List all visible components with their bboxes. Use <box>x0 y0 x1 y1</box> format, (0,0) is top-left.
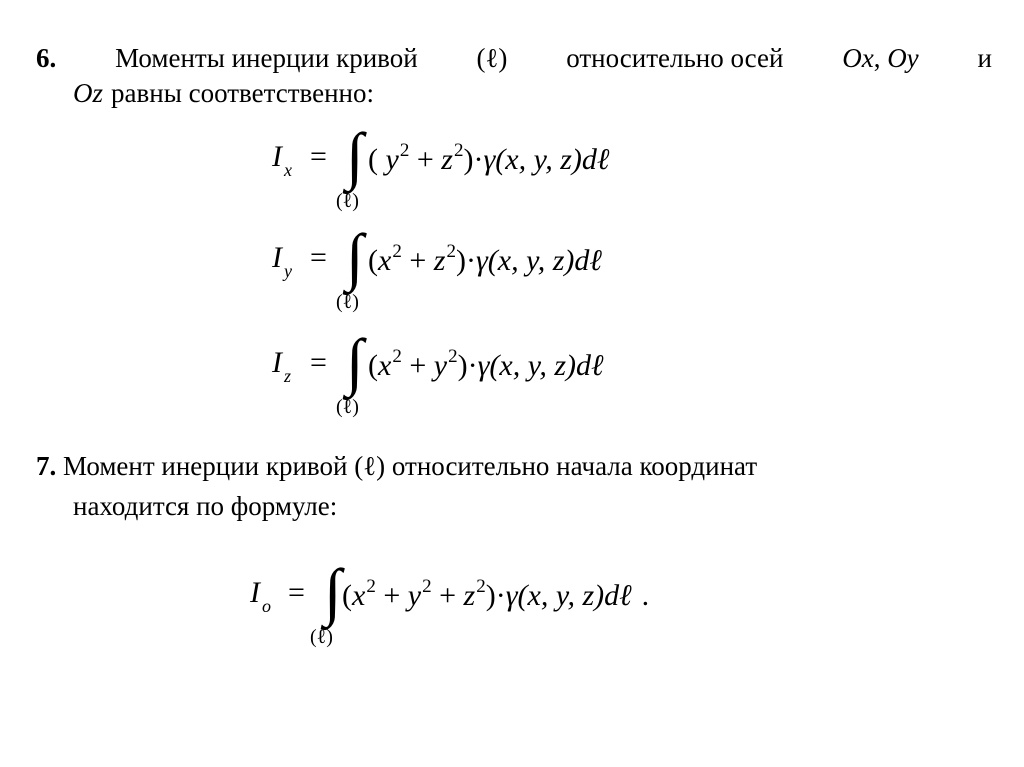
integrand: $(x^2 + z^2)\cdot\gamma(x$, y, z)dℓ <box>368 241 602 277</box>
integration-domain: (ℓ) <box>336 190 359 212</box>
item6-relative: относительно осей <box>566 43 784 73</box>
item7-line1 <box>36 446 757 486</box>
item6-and: и <box>977 43 992 73</box>
axis-oz: Oz <box>73 78 104 108</box>
item7-words: Момент инерции кривой <box>63 451 348 481</box>
integration-domain: (ℓ) <box>336 396 359 418</box>
item7-curve: (ℓ) <box>354 451 386 481</box>
item6-rest: равны соответственно: <box>111 78 374 108</box>
equals-sign: = <box>288 576 305 609</box>
integrand: $(x^2 + y^2)\cdot\gamma(x$, y, z)dℓ <box>368 346 604 382</box>
integration-domain: (ℓ) <box>336 291 359 313</box>
equals-sign: = <box>310 346 327 379</box>
formula-lhs: I $_z$ <box>272 346 292 386</box>
item7-number: 7. <box>36 451 57 481</box>
item6-curve: (ℓ) <box>476 43 508 73</box>
integral-sign: ∫ <box>346 326 364 397</box>
integrand: $(x^2 + y^2 + z^2)\cdot\gamma(x$, y, z)dℓ . <box>342 576 650 612</box>
item6-line2 <box>73 73 374 113</box>
formula-lhs: I $_x$ <box>272 140 292 180</box>
item6-axes: Ox, Oy <box>842 43 919 73</box>
integration-domain: (ℓ) <box>310 626 333 648</box>
axis-oy: Oy <box>887 43 919 73</box>
item7-relative: относительно начала координат <box>391 451 758 481</box>
integrand: ( $y^2 + z^2)\cdot\gamma(x$, y, z)dℓ <box>368 140 610 176</box>
equals-sign: = <box>310 241 327 274</box>
equals-sign: = <box>310 140 327 173</box>
formula-lhs: I $_y$ <box>272 241 292 281</box>
item6-words: Моменты инерции кривой <box>115 43 418 73</box>
integral-sign: ∫ <box>346 120 364 191</box>
item6-line1 <box>36 38 992 78</box>
axis-ox: Ox <box>842 43 874 73</box>
integral-sign: ∫ <box>346 221 364 292</box>
formula-lhs: I $_o$ <box>250 576 271 616</box>
integral-sign: ∫ <box>324 556 342 627</box>
item6-number: 6. <box>36 43 57 73</box>
item7-line2: находится по формуле: <box>73 491 338 521</box>
